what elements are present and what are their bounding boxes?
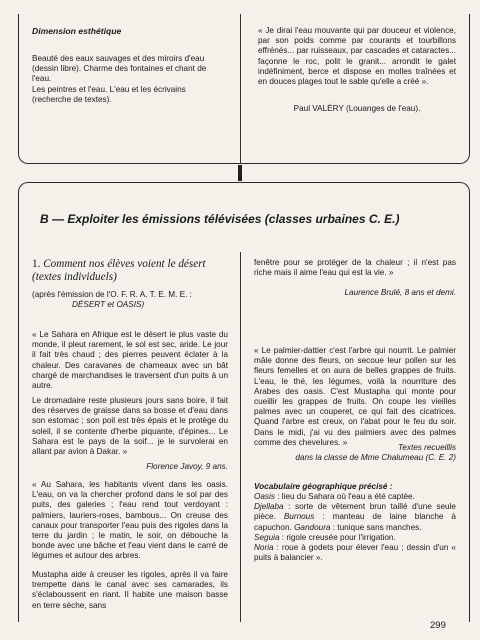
- vocab-def: : tunique sans manches.: [330, 522, 422, 532]
- quote-paragraph: « Le Sahara en Afrique est le désert le plus vaste du monde, il pleut rarement, le sol est sec, aride. Le jour il fait très chaud ; des pierres peuvent éclater à la chaleur. Des caravanes de chameaux avec un bât chargé de marchandises le traversent d'un puits à un autre.: [32, 330, 228, 391]
- vocab-def: : manteau de laine blanche à capuchon.: [254, 512, 456, 532]
- quote-palmier: « Le palmier-dattier c'est l'arbre qui nourrit. Le palmier mâle donne des fleurs, on secoue leur pollen sur les fleurs femelles et on aura de belles grappes de fruits. L'eau, le thé, les légumes, voilà la nourriture des Arabes des oasis. C'est Mustapha qui monte pour cueillir les grappes de fruits. On coupe les vieilles palmes avec un couperet, ce qui fait des cicatrices. Quand l'arbre est creux, on l'abat pour le feu du soir. Dans le midi, j'ai vu des palmiers avec des palmes comme des chevelures. »: [254, 346, 456, 447]
- section-heading: [32, 258, 228, 283]
- quote-paragraph: « Au Sahara, les habitants vivent dans les oasis. L'eau, on va la chercher profond dans le sol par des puits, des galeries ; l'eau rend tout verdoyant : palmiers, lauriers-roses, bambous... On creuse des canaux pour transporter l'eau puis des rigoles dans la terre du jardin ; le matin, le soir, on débouche la bonde avec une bâche et l'eau vient dans le carré de légumes et autour des arbres.: [32, 480, 228, 561]
- vocab-def: : lieu du Sahara où l'eau a été captée.: [274, 492, 415, 501]
- credit-laurence: Laurence Brulé, 8 ans et demi.: [344, 288, 456, 297]
- vocab-title: Vocabulaire géographique précisé :: [254, 482, 393, 491]
- vocab-term: Oasis: [254, 492, 275, 501]
- page-number: 299: [430, 620, 446, 631]
- dimension-item: Beauté des eaux sauvages et des miroirs d'eau (dessin libre). Charme des fontaines et chant de l'eau.: [32, 54, 207, 84]
- section-title: B — Exploiter les émissions télévisées (classes urbaines C. E.): [40, 212, 400, 226]
- emission-line: (après l'émission de l'O. F. R. A. T. E. M. E. :: [32, 290, 192, 299]
- vocab-def: : roue à godets pour élever l'eau ; dessin d'un « puits à balancier ».: [254, 543, 456, 563]
- credit-class: [254, 443, 456, 463]
- valery-credit: Paul VALÉRY (Louanges de l'eau).: [293, 104, 421, 113]
- vocab-def: : rigole creusée pour l'irrigation.: [279, 532, 396, 542]
- valery-quote: « Je dirai l'eau mouvante qui par douceur et violence, par son poids comme par courants et tourbillons effrénés... par ruisseaux, par cascades et cataractes... façonne le roc, polit le granit... arrondit le galet indéfiniment, berce et dispose en molles traînées et en douces plages tout le sable qu'elle a créé ».: [258, 26, 456, 87]
- vocab-term: Noria: [254, 543, 274, 553]
- main-column-divider: [240, 252, 241, 622]
- credit-florence: Florence Javoy, 9 ans.: [146, 462, 228, 471]
- heading-number: 1.: [32, 258, 41, 270]
- vocab-term: Burnous: [283, 512, 315, 522]
- emission-title: DÉSERT et OASIS): [72, 300, 145, 310]
- dimension-item: Les peintres et l'eau. L'eau et les écrivains (recherche de textes).: [32, 84, 186, 104]
- quote-continuation: fenêtre pour se protéger de la chaleur ; il n'est pas riche mais il aime l'eau qui est la vie. »: [254, 258, 456, 278]
- vocab-list: [254, 492, 456, 563]
- quote-paragraph: Mustapha aide à creuser les rigoles, après il va faire trempette dans le canal avec ses camarades, ils s'éclaboussent en riant. Il habite une maison basse en terre sèche, sans: [32, 570, 228, 610]
- vocab-term: Seguia: [254, 532, 280, 542]
- heading-text: Comment nos élèves voient le désert (textes individuels): [32, 258, 206, 283]
- dimension-list: [32, 54, 227, 105]
- quote-paragraph: Le dromadaire reste plusieurs jours sans boire, il fait des réserves de graisse dans sa bosse et d'eau dans son estomac ; son poil est très épais et le protège du soleil, il se contente d'herbe piquante, d'épines... Le Sahara est le pays de la soif... je le survolerai en allant par avion à Dakar. »: [32, 396, 228, 457]
- vocab-def: : sorte de vêtement brun taillé d'une seule pièce.: [254, 502, 456, 522]
- connector-tick: [238, 165, 242, 181]
- vocab-term: Djellaba: [254, 502, 284, 512]
- vocab-term: Gandoura: [294, 522, 331, 532]
- top-column-divider: [240, 14, 241, 164]
- credit-line: Textes recueillis: [398, 443, 456, 452]
- emission-note: [32, 290, 228, 310]
- dimension-title: Dimension esthétique: [32, 26, 122, 36]
- credit-line: dans la classe de Mme Chalumeau (C. E. 2): [295, 453, 456, 463]
